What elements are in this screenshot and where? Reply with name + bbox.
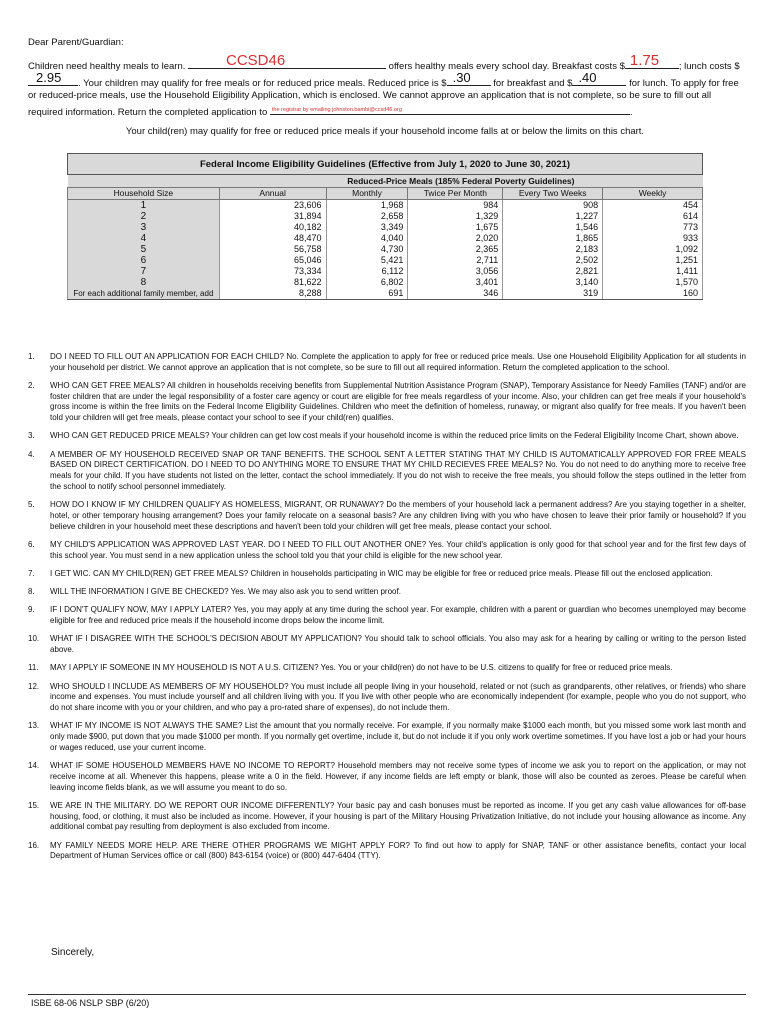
district-name-value: CCSD46 [226, 52, 286, 69]
table-subtitle-spacer [68, 175, 220, 188]
table-cell: 65,046 [219, 255, 326, 266]
faq-item [28, 634, 746, 655]
table-row [68, 255, 703, 266]
faq-number: 14. [28, 761, 40, 771]
table-cell: 614 [603, 211, 703, 222]
faq-item [28, 587, 746, 598]
faq-text: MY FAMILY NEEDS MORE HELP. ARE THERE OTHER PROGRAMS WE MIGHT APPLY FOR? To find out how to apply for SNAP, TANF or other assistance benefits, contact your local Department of Human Services office or call (800) 843-6154 (voice) or (800) 447-6404 (TTY). [50, 840, 746, 861]
faq-text: WHAT IF I DISAGREE WITH THE SCHOOL'S DECISION ABOUT MY APPLICATION? You should talk to school officials. You also may ask for a hearing by calling or writing to the person listed above. [50, 634, 746, 655]
header-household-size: Household Size [68, 188, 220, 200]
faq-text: DO I NEED TO FILL OUT AN APPLICATION FOR EACH CHILD? No. Complete the application to apply for free or reduced price meals. Use one Household Eligibility Application for all students in your household per district. We cannot approve an application that is not complete, so be sure to fill out all required information. Return the completed application to the school. [50, 352, 746, 372]
faq-text: WE ARE IN THE MILITARY. DO WE REPORT OUR INCOME DIFFERENTLY? Your basic pay and cash bonuses must be reported as income. If you get any cash value allowances for off-base housing, food, or clothing, it must also be included as income. However, if your housing is part of the Military Housing Privatization Initiative, do not include your housing allowance as income. Any additional combat pay resulting from deployment is also excluded from income. [50, 800, 746, 832]
faq-item [28, 663, 746, 674]
table-cell: 2,821 [503, 266, 603, 277]
faq-number: 10. [28, 634, 40, 644]
table-cell: 908 [503, 200, 603, 212]
table-cell: 1,329 [408, 211, 503, 222]
breakfast-price-value: 1.75 [629, 52, 660, 69]
chart-note: Your child(ren) may qualify for free or reduced price meals if your household income falls at or below the limits on this chart. [125, 126, 645, 137]
table-cell: 1,546 [503, 222, 603, 233]
table-cell: 5,421 [326, 255, 408, 266]
household-size-cell: 8 [68, 277, 220, 288]
table-row [68, 277, 703, 288]
table-cell: 319 [503, 288, 603, 300]
closing: Sincerely, [51, 947, 95, 958]
faq-number: 16. [28, 840, 40, 850]
table-row [68, 222, 703, 233]
faq-item [28, 381, 746, 424]
table-cell: 56,758 [219, 244, 326, 255]
household-size-cell: 3 [68, 222, 220, 233]
faq-text: WHO CAN GET REDUCED PRICE MEALS? Your children can get low cost meals if your household income is within the reduced price limits on the Federal Eligibility Income Chart, shown above. [50, 431, 739, 441]
household-size-cell: For each additional family member, add [68, 288, 220, 300]
faq-item [28, 569, 746, 580]
table-cell: 3,140 [503, 277, 603, 288]
table-row [68, 266, 703, 277]
intro-text-6: for lunch. To apply for free or reduced-price meals, use the Household Eligibility Application, which is enclosed. We cannot approve an application that is not complete, so be sure to fill out all required information. Return the completed application to [28, 77, 739, 118]
intro-paragraph [28, 52, 746, 119]
faq-number: 15. [28, 800, 40, 810]
faq-text: WHO SHOULD I INCLUDE AS MEMBERS OF MY HOUSEHOLD? You must include all people living in your household, related or not (such as grandparents, other relatives, or friends) who share income and expenses. You must include yourself and all children living with you. If you live with other people who are economically independent (for example, people who you do not support, who do not share income with you or your children, and who pay a pro-rated share of expenses), do not include them. [50, 681, 746, 713]
table-cell: 6,802 [326, 277, 408, 288]
header-every-two-weeks: Every Two Weeks [503, 188, 603, 200]
table-cell: 4,730 [326, 244, 408, 255]
table-title: Federal Income Eligibility Guidelines (Effective from July 1, 2020 to June 30, 2021) [68, 154, 703, 175]
faq-item [28, 540, 746, 561]
table-cell: 1,570 [603, 277, 703, 288]
table-cell: 1,865 [503, 233, 603, 244]
table-cell: 1,092 [603, 244, 703, 255]
table-cell: 81,622 [219, 277, 326, 288]
header-twice-per-month: Twice Per Month [408, 188, 503, 200]
faq-text: WHO CAN GET FREE MEALS? All children in households receiving benefits from Supplemental Nutrition Assistance Program (SNAP), Temporary Assistance for Needy Families (TANF) and/or are foster children that are under the legal responsibility of a foster care agency or court are eligible for free meals regardless of your income. Also, your children can get free meals if your household's gross income is within the free limits on the Federal Income Eligibility Guidelines. Children who meet the definition of homeless, runaway, or migrant also qualify for free meals. If you haven't been told your children will get free meals, please contact your school to see if your child(ren) qualifies. [50, 381, 746, 423]
faq-text: I GET WIC. CAN MY CHILD(REN) GET FREE MEALS? Children in households participating in WIC may be eligible for free or reduced price meals. Please fill out the enclosed application. [50, 568, 713, 578]
faq-number: 2. [28, 381, 35, 390]
faq-item [28, 431, 746, 442]
table-cell: 23,606 [219, 200, 326, 212]
table-cell: 4,040 [326, 233, 408, 244]
table-cell: 1,968 [326, 200, 408, 212]
return-to-value: the registrar by emailing johnston.bambi@ccsd46.org [271, 106, 402, 113]
intro-text-5: for breakfast and $ [493, 77, 573, 89]
lunch-price-field[interactable] [28, 69, 78, 86]
faq-text: A MEMBER OF MY HOUSEHOLD RECEIVED SNAP OR TANF BENEFITS. THE SCHOOL SENT A LETTER STATING THAT MY CHILD IS AUTOMATICALLY APPROVED FOR FREE MEALS BASED ON DIRECT CERTIFICATION. DO I NEED TO DO ANYTHING MORE TO ENSURE THAT MY CHILD RECIEVES FREE MEALS? No. You do not need to do anything more to receive free meals for your child. If you have students not listed on the letter, contact the school immediately. If you do not wish to receive the free meals, you should follow the steps outlined in the letter from the school to notify school personnel immediately. [50, 449, 746, 491]
household-size-cell: 6 [68, 255, 220, 266]
header-annual: Annual [219, 188, 326, 200]
table-cell: 160 [603, 288, 703, 300]
table-cell: 773 [603, 222, 703, 233]
table-cell: 8,288 [219, 288, 326, 300]
faq-item [28, 682, 746, 714]
faq-text: IF I DON'T QUALIFY NOW, MAY I APPLY LATER? Yes, you may apply at any time during the school year. For example, children with a parent or guardian who becomes unemployed may become eligible for free and reduced price meals if the household income drops below the income limit. [50, 605, 746, 626]
table-cell: 2,365 [408, 244, 503, 255]
breakfast-price-field[interactable] [625, 52, 679, 69]
table-cell: 346 [408, 288, 503, 300]
table-cell: 933 [603, 233, 703, 244]
faq-list [28, 352, 746, 870]
faq-number: 6. [28, 539, 35, 549]
reduced-lunch-field[interactable] [572, 69, 626, 86]
faq-text: MAY I APPLY IF SOMEONE IN MY HOUSEHOLD IS NOT A U.S. CITIZEN? Yes. You or your child(ren) do not have to be U.S. citizens to qualify for free or reduced price meals. [50, 663, 673, 673]
faq-item [28, 605, 746, 626]
table-cell: 73,334 [219, 266, 326, 277]
table-row [68, 211, 703, 222]
faq-number: 9. [28, 605, 35, 615]
faq-item [28, 801, 746, 833]
faq-text: WHAT IF SOME HOUSEHOLD MEMBERS HAVE NO INCOME TO REPORT? Household members may not receive some types of income we ask you to report on the application, or may not receive income at all. Whenever this happens, please write a 0 in the field. However, if any income fields are left empty or blank, those will also be counted as zeroes. Please be careful when leaving income fields blank, as we will assume you meant to do so. [50, 761, 746, 792]
faq-number: 7. [28, 568, 35, 578]
intro-text-4: . Your children may qualify for free meals or for reduced price meals. Reduced price is $ [78, 77, 447, 89]
table-cell: 2,502 [503, 255, 603, 266]
table-cell: 2,020 [408, 233, 503, 244]
faq-text: WILL THE INFORMATION I GIVE BE CHECKED? Yes. We may also ask you to send written proof. [50, 587, 401, 597]
faq-item [28, 721, 746, 753]
household-size-cell: 2 [68, 211, 220, 222]
table-cell: 31,894 [219, 211, 326, 222]
faq-number: 8. [28, 587, 35, 597]
household-size-cell: 5 [68, 244, 220, 255]
household-size-cell: 4 [68, 233, 220, 244]
table-row [68, 233, 703, 244]
faq-number: 5. [28, 500, 35, 510]
return-to-field[interactable] [270, 103, 630, 115]
income-eligibility-table [67, 153, 703, 300]
form-id-footer: ISBE 68-06 NSLP SBP (6/20) [31, 998, 150, 1008]
faq-text: WHAT IF MY INCOME IS NOT ALWAYS THE SAME? List the amount that you normally receive. For example, if you normally make $1000 each month, but you missed some work last month and only made $900, put down that you made $1000 per month. If you normally get overtime, include it, but do not include it if you only work overtime sometimes. If you have lost a job or had your hours or wages reduced, use your current income. [50, 721, 746, 752]
table-cell: 3,349 [326, 222, 408, 233]
faq-item [28, 761, 746, 793]
table-row-additional-member [68, 288, 703, 300]
household-size-cell: 7 [68, 266, 220, 277]
footer-divider [28, 994, 746, 995]
table-cell: 3,056 [408, 266, 503, 277]
reduced-lunch-value: .40 [578, 69, 597, 85]
faq-text: HOW DO I KNOW IF MY CHILDREN QUALIFY AS HOMELESS, MIGRANT, OR RUNAWAY? Do the members of your household lack a permanent address? Are you staying together in a shelter, hotel, or other temporary housing arrangement? Does your family relocate on a seasonal basis? Are any children living with you who have chosen to leave their prior family or household? If you believe children in your household meet these descriptions and haven't been told your children will get free meals, please contact your school. [50, 500, 746, 531]
table-cell: 48,470 [219, 233, 326, 244]
table-cell: 984 [408, 200, 503, 212]
faq-number: 11. [28, 663, 39, 673]
faq-number: 13. [28, 721, 40, 731]
header-monthly: Monthly [326, 188, 408, 200]
table-cell: 2,711 [408, 255, 503, 266]
table-cell: 2,183 [503, 244, 603, 255]
faq-number: 3. [28, 431, 35, 441]
faq-item [28, 450, 746, 493]
intro-text-3: ; lunch costs $ [678, 61, 740, 72]
table-cell: 40,182 [219, 222, 326, 233]
intro-text-2: offers healthy meals every school day. Breakfast costs $ [388, 61, 625, 72]
header-weekly: Weekly [603, 188, 703, 200]
faq-item [28, 352, 746, 373]
table-cell: 6,112 [326, 266, 408, 277]
household-size-cell: 1 [68, 200, 220, 212]
table-cell: 3,401 [408, 277, 503, 288]
faq-text: MY CHILD'S APPLICATION WAS APPROVED LAST YEAR. DO I NEED TO FILL OUT ANOTHER ONE? Yes. Your child's application is only good for that school year and for the first few days of this school year. You must send in a new application unless the school told you that your child is eligible for the new school year. [50, 539, 746, 560]
table-subtitle: Reduced-Price Meals (185% Federal Poverty Guidelines) [219, 175, 702, 188]
intro-text-7: . [629, 106, 633, 118]
reduced-breakfast-field[interactable] [447, 69, 491, 86]
faq-item [28, 841, 746, 862]
lunch-price-value: 2.95 [36, 69, 62, 85]
district-name-field[interactable] [188, 52, 386, 69]
table-cell: 1,227 [503, 211, 603, 222]
greeting: Dear Parent/Guardian: [28, 37, 124, 48]
table-row [68, 244, 703, 255]
table-cell: 1,675 [408, 222, 503, 233]
table-cell: 1,251 [603, 255, 703, 266]
faq-number: 4. [28, 449, 35, 459]
faq-item [28, 500, 746, 532]
faq-number: 12. [28, 681, 40, 691]
table-cell: 2,658 [326, 211, 408, 222]
table-cell: 454 [603, 200, 703, 212]
intro-text-1: Children need healthy meals to learn. [28, 61, 186, 72]
table-cell: 1,411 [603, 266, 703, 277]
table-row [68, 200, 703, 212]
faq-number: 1. [28, 352, 35, 361]
table-cell: 691 [326, 288, 408, 300]
reduced-breakfast-value: .30 [452, 69, 471, 85]
